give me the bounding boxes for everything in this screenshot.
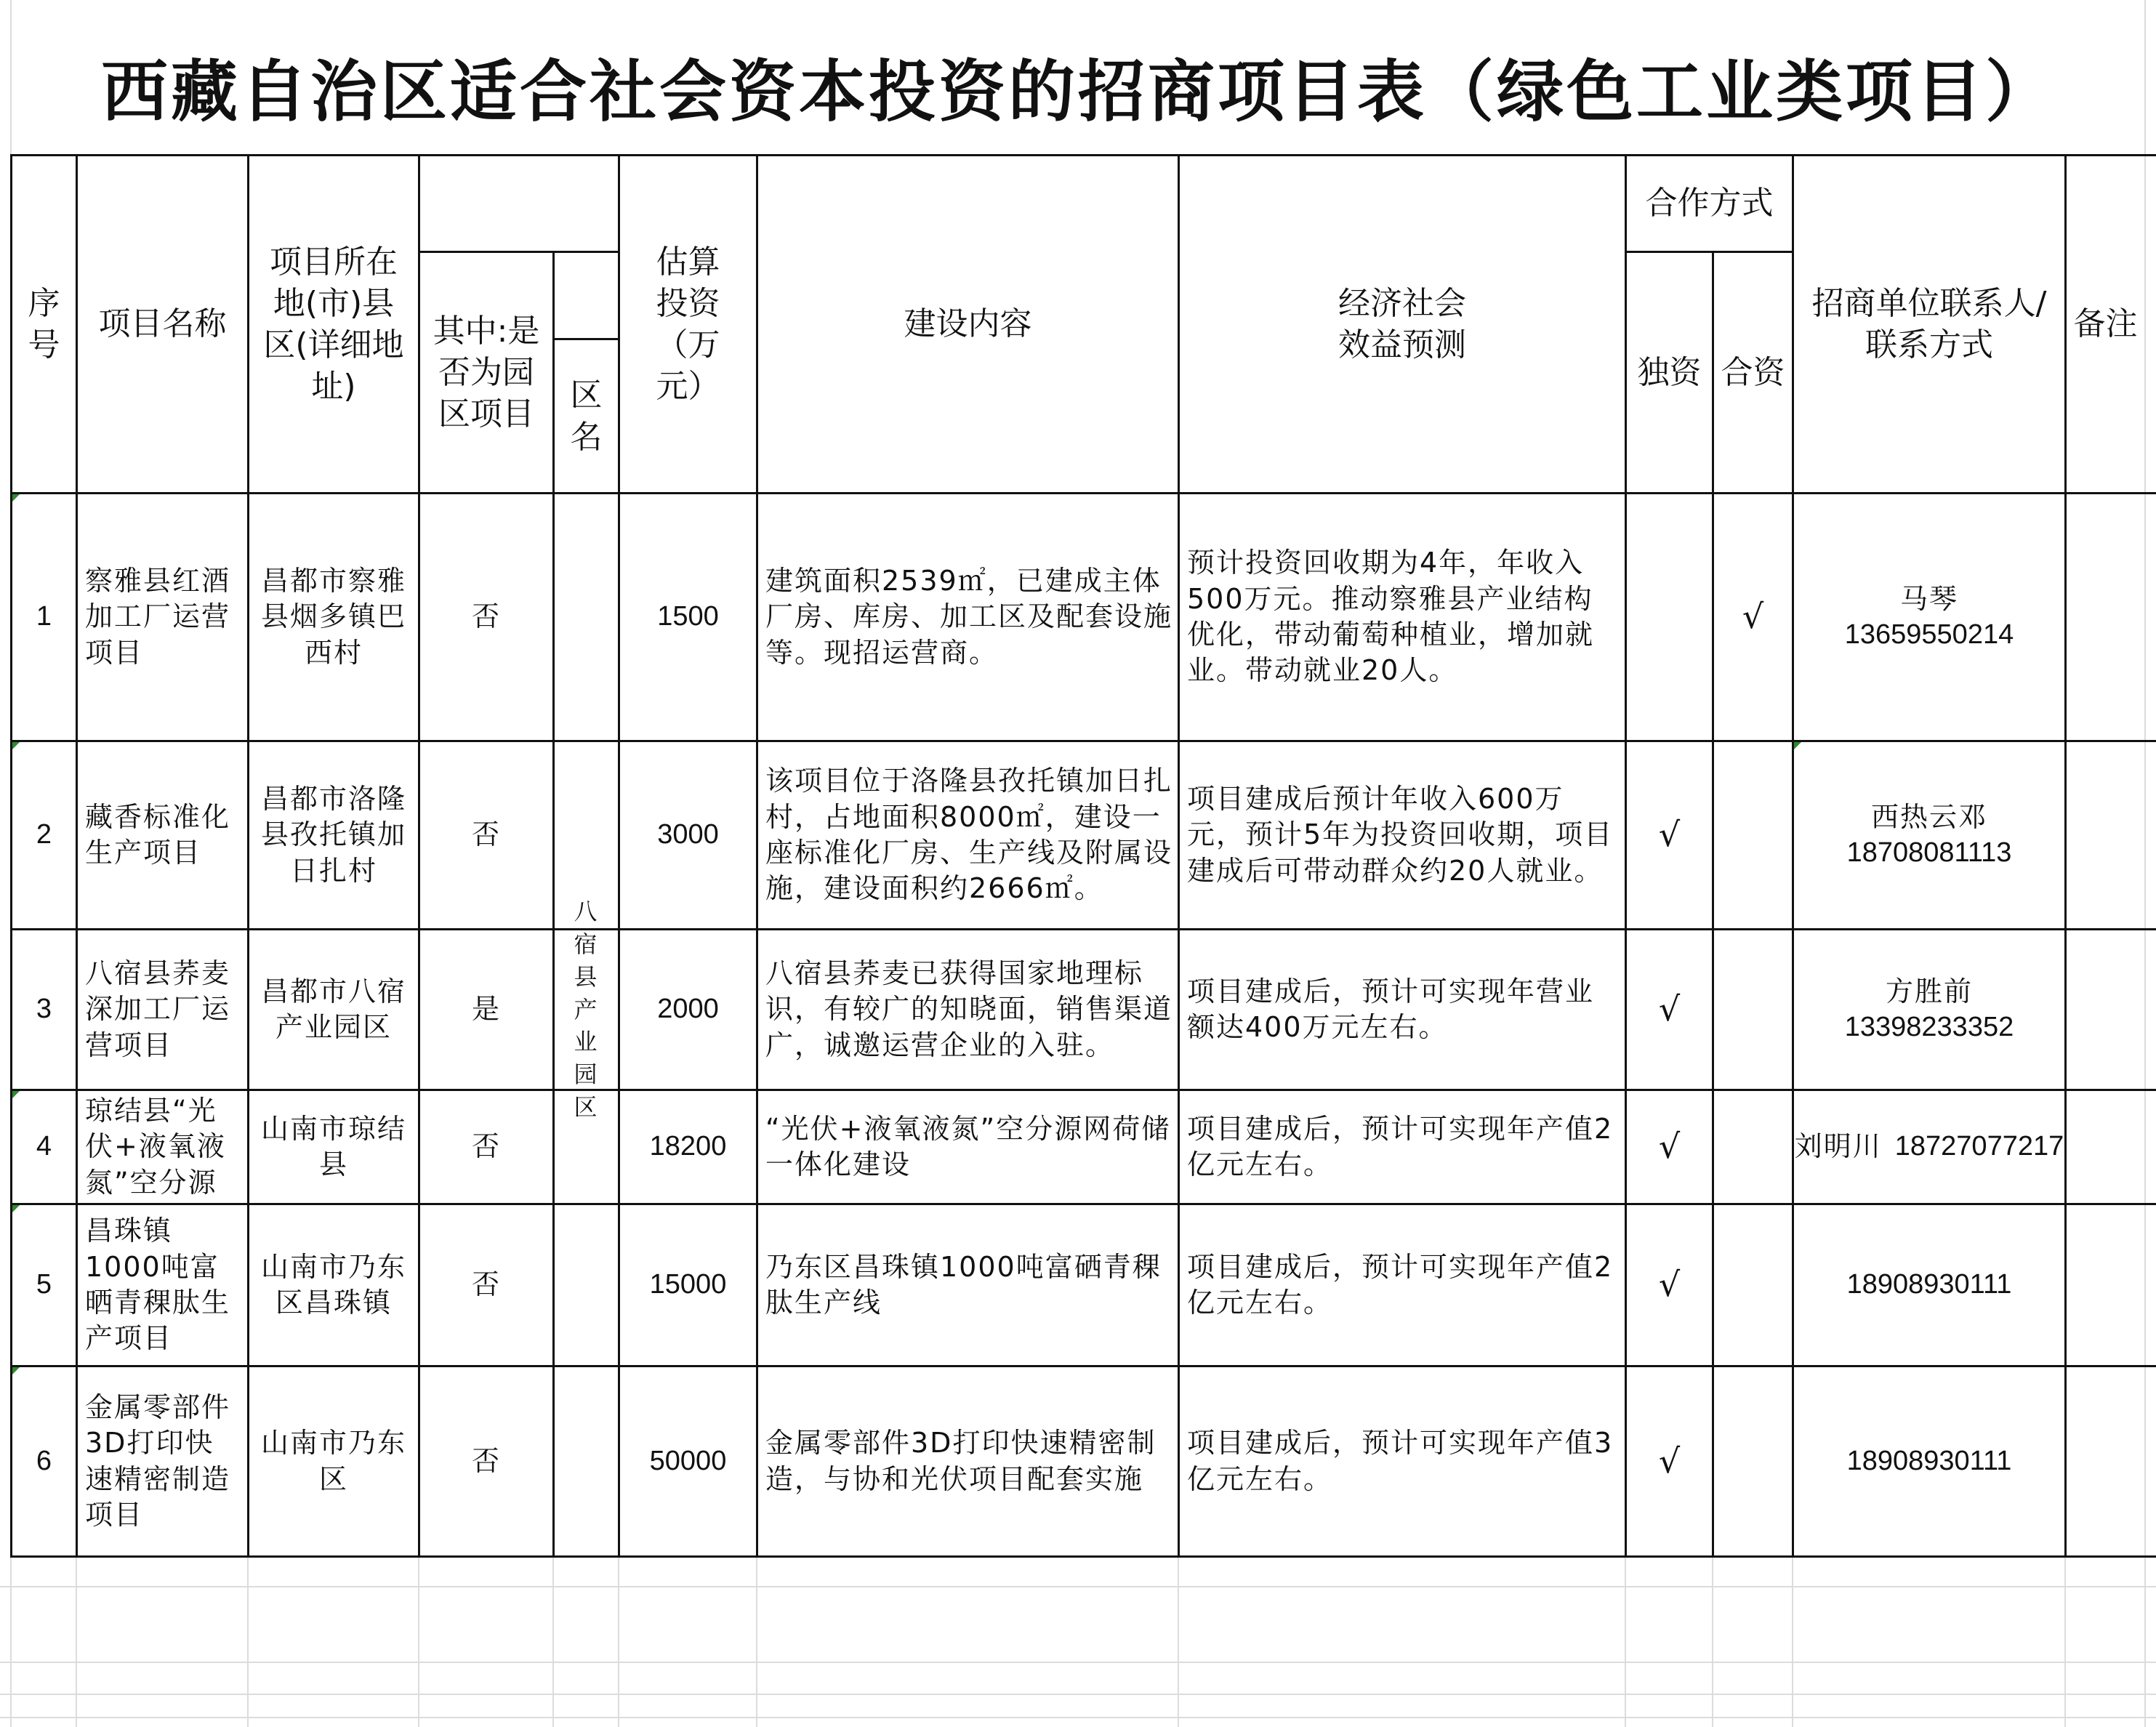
gridline — [1712, 1555, 1713, 1727]
row-6-content: 金属零部件3D打印快速精密制造，与协和光伏项目配套实施 — [765, 1427, 1157, 1495]
row-5-location: 山南市乃东区昌珠镇 — [260, 1250, 406, 1319]
row-4-investment: 18200 — [649, 1131, 727, 1162]
header-coop: 合作方式 — [1645, 185, 1774, 222]
gridline — [1625, 1555, 1626, 1727]
row-5-contact — [1794, 1205, 2064, 1365]
row-5-seq: 5 — [36, 1269, 52, 1300]
row-1-content: 建筑面积2539㎡，已建成主体厂房、库房、加工区及配套设施等。现招运营商。 — [765, 564, 1173, 669]
row-5-investment: 15000 — [649, 1269, 727, 1300]
gridline — [247, 1555, 249, 1727]
row-5-benefit: 项目建成后，预计可实现年产值2亿元左右。 — [1187, 1250, 1614, 1319]
row-4-location: 山南市琼结县 — [260, 1112, 406, 1180]
row-2-remark — [2067, 742, 2144, 928]
row-5-coop-joint — [1714, 1205, 1792, 1365]
row-4-name: 琼结县“光伏+液氧液氮”空分源 — [85, 1094, 226, 1199]
row-1-location: 昌都市察雅县烟多镇巴西村 — [260, 564, 406, 669]
row-3-seq: 3 — [36, 994, 52, 1025]
table-border — [10, 1555, 2156, 1558]
row-2-is-park: 否 — [471, 818, 501, 851]
gridline — [0, 1694, 2156, 1695]
row-1-name: 察雅县红酒加工厂运营项目 — [85, 564, 231, 669]
row-4-remark — [2067, 1091, 2144, 1203]
row-3-investment: 2000 — [657, 994, 719, 1025]
row-5-park-name — [555, 1205, 618, 1365]
row-6-coop-sole: √ — [1658, 1441, 1681, 1481]
row-4-coop-sole: √ — [1658, 1127, 1681, 1167]
row-3-content: 八宿县荞麦已获得国家地理标识，有较广的知晓面，销售渠道广，诚邀运营企业的入驻。 — [765, 957, 1173, 1061]
row-6-name: 金属零部件3D打印快速精密制造项目 — [85, 1390, 231, 1531]
cell-marker — [12, 494, 20, 502]
row-1-benefit: 预计投资回收期为4年，年收入500万元。推动察雅县产业结构优化，带动葡萄种植业，增加就业。带动就业20人。 — [1187, 547, 1595, 687]
row-3-contact — [1794, 930, 2064, 1089]
header-name: 项目名称 — [98, 305, 227, 343]
row-2-name: 藏香标准化生产项目 — [85, 800, 231, 869]
row-1-is-park: 否 — [471, 600, 501, 633]
row-1-coop-sole — [1627, 494, 1712, 740]
page-title: 西藏自治区适合社会资本投资的招商项目表（绿色工业类项目） — [100, 53, 2055, 131]
row-3-coop-sole: √ — [1658, 989, 1681, 1029]
row-4-content: “光伏+液氧液氮”空分源网荷储一体化建设 — [765, 1112, 1171, 1180]
row-1-coop-joint: √ — [1742, 597, 1764, 637]
row-6-benefit: 项目建成后，预计可实现年产值3亿元左右。 — [1187, 1427, 1614, 1495]
header-investment: 估算投资（万元） — [656, 243, 720, 406]
row-3-benefit: 项目建成后，预计可实现年营业额达400万元左右。 — [1187, 975, 1595, 1043]
gridline — [0, 1717, 2156, 1718]
row-4-contact-phone: 18727077217 — [1894, 1131, 2064, 1162]
row-2-contact — [1794, 742, 2064, 928]
row-3-remark — [2067, 930, 2144, 1089]
row-4-seq: 4 — [36, 1131, 52, 1162]
gridline — [1792, 1555, 1793, 1727]
header-remark: 备注 — [2073, 305, 2138, 343]
gridline — [418, 1555, 419, 1727]
row-1-contact — [1794, 494, 2064, 740]
gridline — [2144, 0, 2146, 1727]
gridline — [1178, 1555, 1179, 1727]
row-3-contact-name: 方胜前 — [1885, 975, 1973, 1007]
row-2-coop-sole: √ — [1658, 815, 1681, 855]
header-benefit: 经济社会效益预测 — [1338, 284, 1466, 363]
row-1-contact-name: 马琴 — [1899, 582, 1958, 615]
row-1-seq: 1 — [36, 601, 52, 632]
row-2-investment: 3000 — [657, 819, 719, 850]
row-5-coop-sole: √ — [1658, 1265, 1681, 1305]
row-6-contact — [1794, 1367, 2064, 1555]
header-coop-joint: 合资 — [1721, 353, 1785, 391]
row-2-content: 该项目位于洛隆县孜托镇加日扎村，占地面积8000㎡，建设一座标准化厂房、生产线及附属设施，建设面积约2666㎡。 — [765, 765, 1173, 905]
cell-marker — [12, 1091, 20, 1098]
row-5-content: 乃东区昌珠镇1000吨富硒青稞肽生产线 — [765, 1250, 1162, 1319]
row-3-coop-joint — [1714, 930, 1792, 1089]
row-3-name: 八宿县荞麦深加工厂运营项目 — [85, 957, 231, 1061]
row-1-park-name — [555, 494, 618, 740]
row-2-benefit: 项目建成后预计年收入600万元，预计5年为投资回收期，项目建成后可带动群众约20人就业。 — [1187, 782, 1614, 887]
row-6-is-park: 否 — [471, 1444, 501, 1477]
gridline — [552, 1555, 554, 1727]
header-content: 建设内容 — [904, 305, 1032, 343]
row-1-investment: 1500 — [657, 601, 719, 632]
row-6-park-name — [555, 1367, 618, 1555]
row-2-seq: 2 — [36, 819, 52, 850]
row-6-coop-joint — [1714, 1367, 1792, 1555]
row-6-seq: 6 — [36, 1445, 52, 1476]
row-4-park-name — [555, 1091, 618, 1203]
row-2-contact-name: 西热云邓 — [1870, 800, 1987, 833]
cell-marker — [1794, 742, 1801, 749]
row-2-contact-phone: 18708081113 — [1846, 837, 2012, 868]
row-5-contact-phone: 18908930111 — [1846, 1269, 2012, 1300]
row-3-park-name: 八宿县产业园区 — [574, 898, 599, 1121]
cell-marker — [12, 1367, 20, 1374]
row-1-remark — [2067, 494, 2144, 740]
gridline — [0, 1662, 2156, 1663]
gridline — [618, 1555, 619, 1727]
header-seq: 序号 — [28, 284, 60, 363]
row-6-remark — [2067, 1367, 2144, 1555]
header-contact: 招商单位联系人/联系方式 — [1811, 284, 2047, 363]
header-park-name: 区名 — [570, 377, 603, 456]
header-is-park: 其中:是否为园区项目 — [433, 312, 540, 433]
row-6-location: 山南市乃东区 — [260, 1427, 406, 1495]
row-6-investment: 50000 — [649, 1445, 727, 1476]
row-2-location: 昌都市洛隆县孜托镇加日扎村 — [260, 782, 406, 887]
cell-marker — [12, 742, 20, 749]
header-coop-sole: 独资 — [1637, 353, 1702, 391]
row-4-contact — [1794, 1091, 2064, 1203]
header-location: 项目所在地(市)县区(详细地址) — [263, 243, 404, 406]
row-4-is-park: 否 — [471, 1130, 501, 1163]
row-5-name: 昌珠镇1000吨富晒青稞肽生产项目 — [85, 1215, 231, 1355]
row-2-coop-joint — [1714, 742, 1792, 928]
gridline — [76, 1555, 77, 1727]
row-6-contact-phone: 18908930111 — [1846, 1445, 2012, 1476]
row-4-benefit: 项目建成后，预计可实现年产值2亿元左右。 — [1187, 1112, 1614, 1180]
row-1-contact-phone: 13659550214 — [1844, 619, 2014, 650]
row-4-contact-name: 刘明川 — [1794, 1130, 1882, 1163]
row-5-is-park: 否 — [471, 1268, 501, 1301]
gridline — [0, 1586, 2156, 1587]
row-3-location: 昌都市八宿产业园区 — [260, 975, 406, 1043]
row-4-coop-joint — [1714, 1091, 1792, 1203]
row-3-contact-phone: 13398233352 — [1844, 1012, 2014, 1042]
gridline — [756, 1555, 757, 1727]
row-3-is-park: 是 — [471, 993, 501, 1026]
row-5-remark — [2067, 1205, 2144, 1365]
gridline — [2064, 1555, 2066, 1727]
cell-marker — [12, 1205, 20, 1212]
